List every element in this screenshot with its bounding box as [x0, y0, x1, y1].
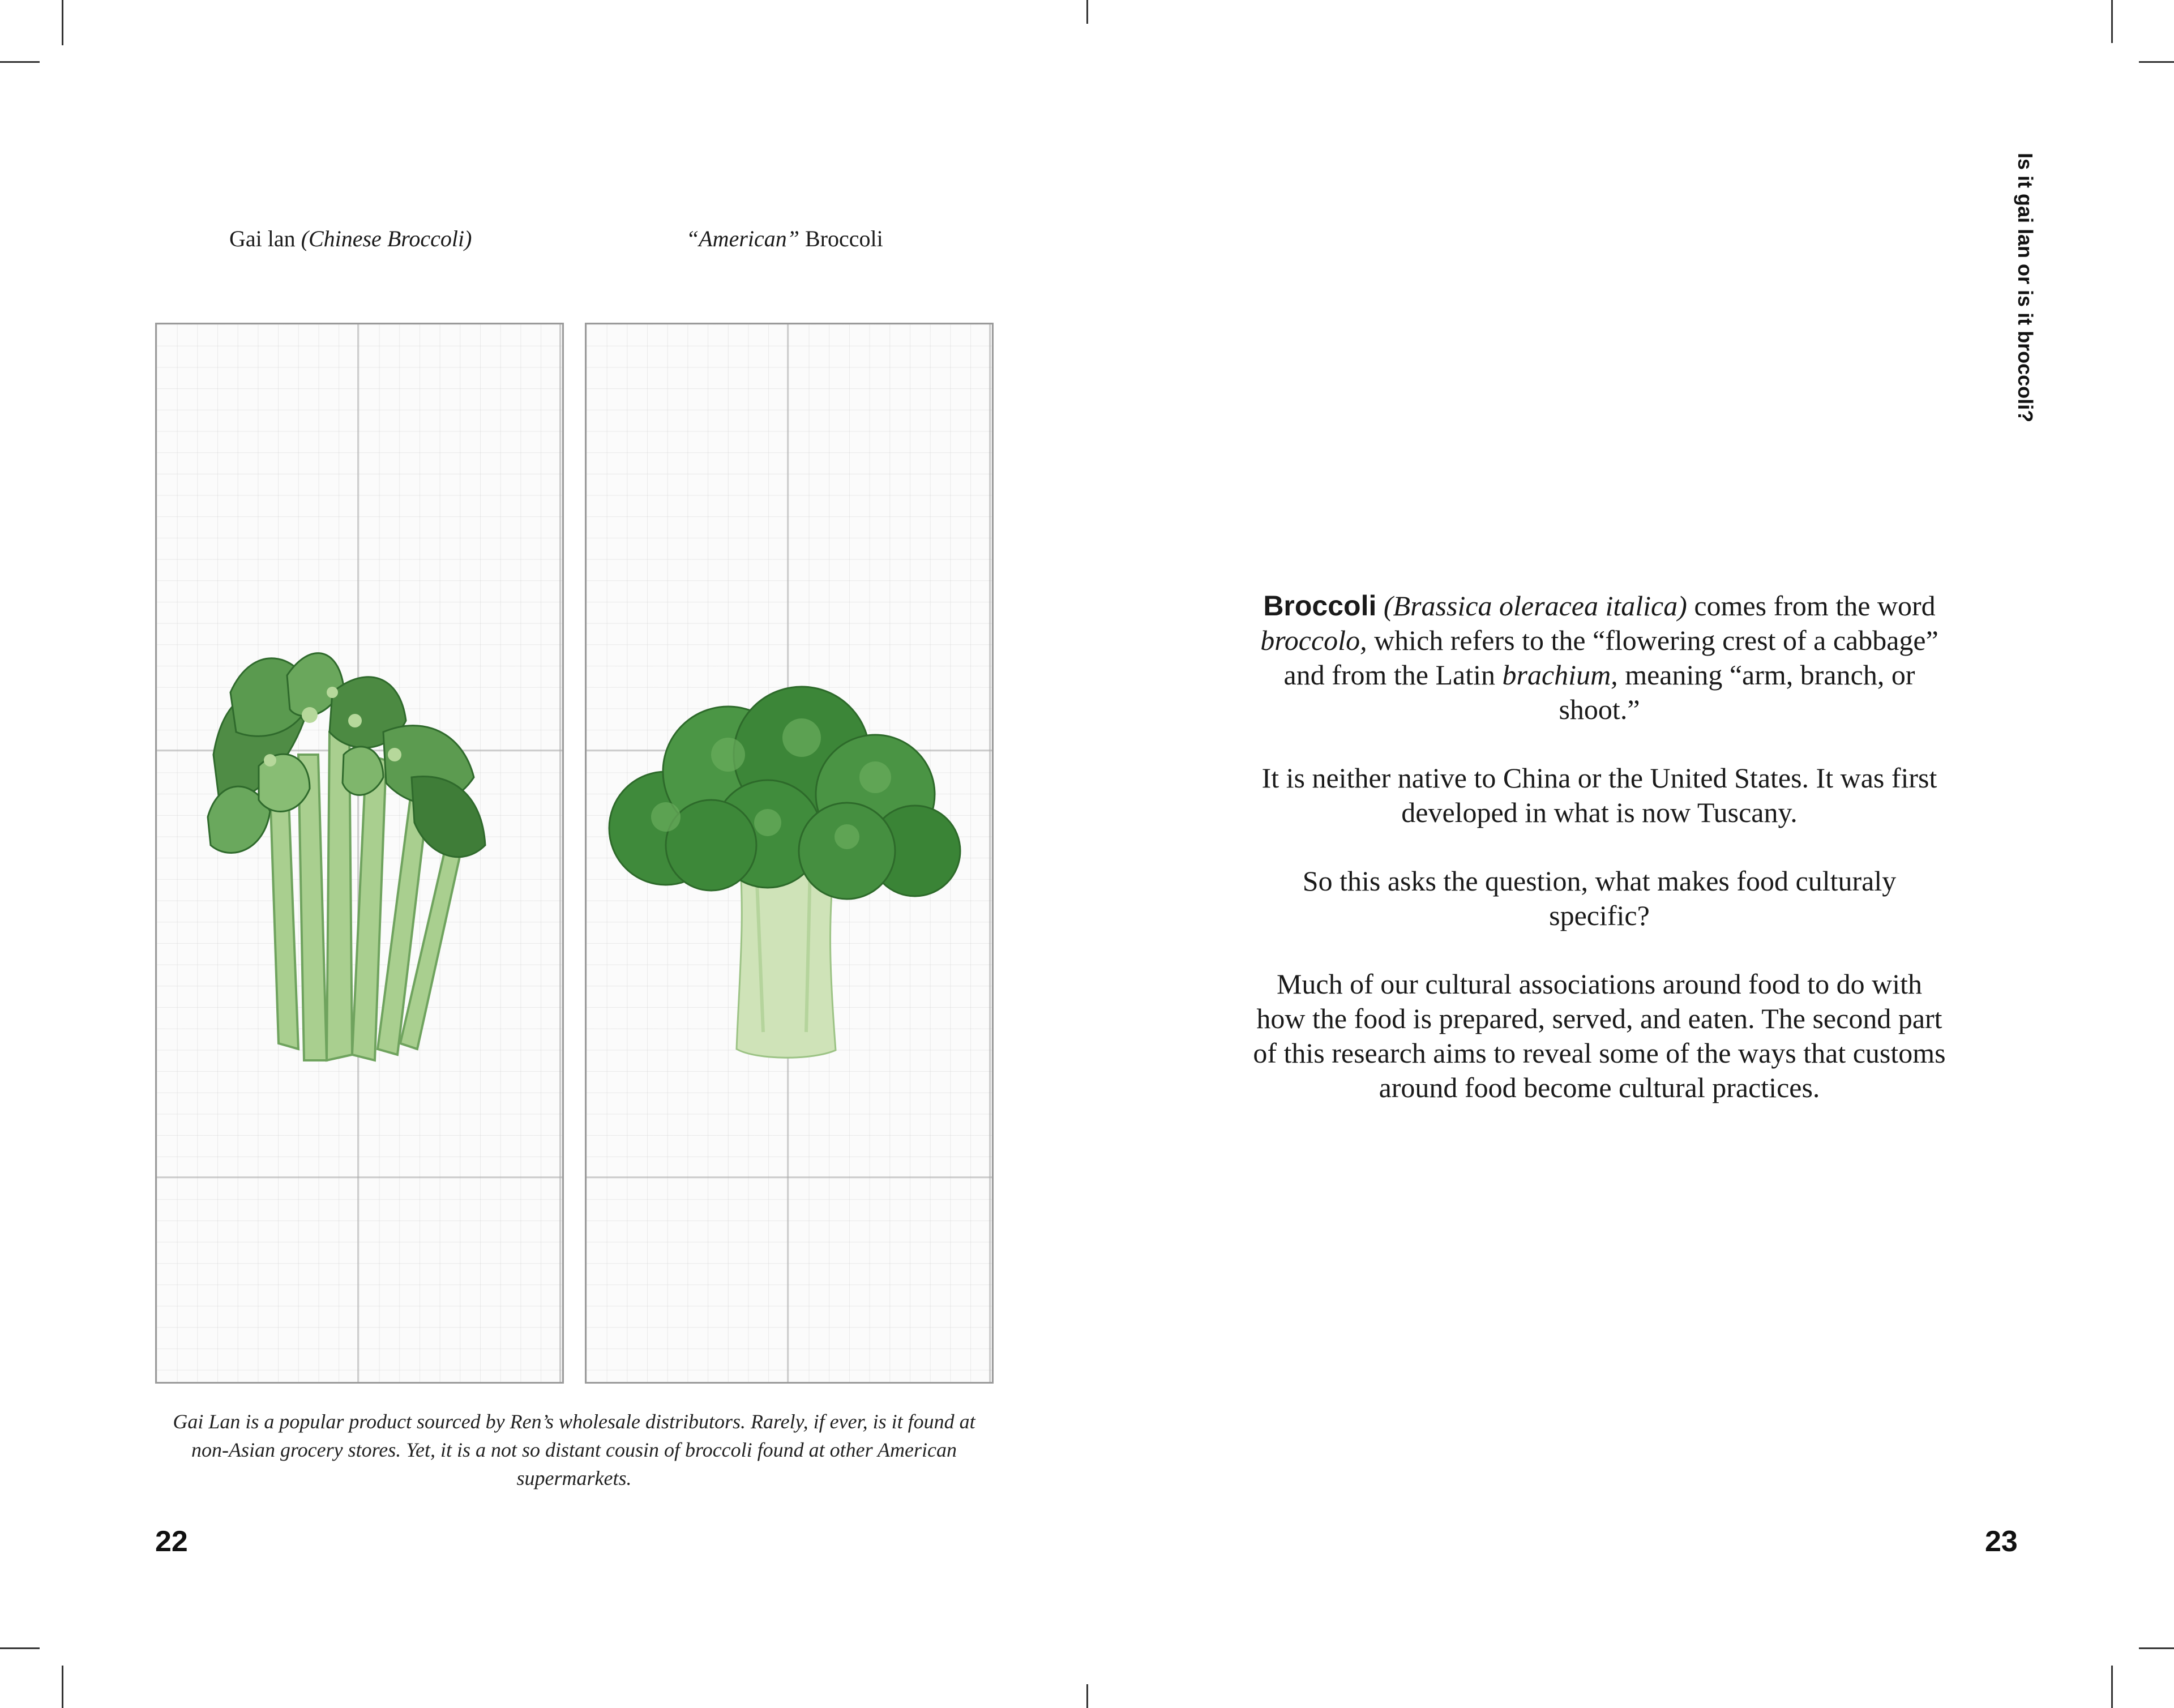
text-run: meaning “arm, branch, or shoot.” [1559, 659, 1915, 725]
crop-mark [0, 1647, 40, 1649]
gai-lan-label [229, 225, 472, 252]
broccoli-label [686, 225, 883, 252]
text-run: comes from the word [1687, 590, 1936, 622]
paragraph-origin: It is neither native to China or the United States. It was first developed in what is now Tuscany. [1261, 762, 1937, 828]
gai-lan-label-italic: (Chinese Broccoli) [301, 226, 472, 251]
crop-mark [2111, 1666, 2113, 1708]
paragraph-broccoli-definition [1251, 589, 1948, 727]
page-number-right: 23 [1985, 1525, 2018, 1558]
word-brachium: brachium, [1502, 659, 1618, 691]
text-run: which refers to the “flowering crest of a cabbage” and from the Latin [1283, 624, 1938, 691]
gai-lan-panel [155, 323, 564, 1384]
gai-lan-photo [157, 324, 562, 1382]
gai-lan-label-plain: Gai lan [229, 226, 301, 251]
running-title: Is it gai lan or is it broccoli? [2014, 153, 2037, 423]
crop-mark [2139, 61, 2174, 63]
crop-mark [2139, 1647, 2174, 1649]
crop-mark [1086, 0, 1088, 24]
scientific-name: (Brassica oleracea italica) [1383, 590, 1687, 622]
crop-mark [0, 61, 40, 63]
broccoli-label-italic: “American” [686, 226, 799, 251]
crop-mark [62, 0, 63, 45]
crop-mark [1086, 1684, 1088, 1708]
page-number-left: 22 [155, 1525, 188, 1558]
paragraph-customs: Much of our cultural associations around food to do with how the food is prepared, served, and eaten. The second part of this research aims to reveal some of the ways that customs around food become cultural practices. [1253, 968, 1946, 1103]
term-broccoli: Broccoli [1263, 590, 1377, 622]
broccoli-panel [585, 323, 994, 1384]
word-broccolo: broccolo, [1260, 624, 1367, 656]
body-text [1251, 589, 1948, 1139]
crop-mark [62, 1666, 63, 1708]
broccoli-photo [587, 324, 992, 1382]
image-caption: Gai Lan is a popular product sourced by Ren’s wholesale distributors. Rarely, if ever, is it found at non-Asian grocery stores. Yet, it is a not so distant cousin of broccoli found at other American supermarkets. [173, 1410, 975, 1489]
broccoli-label-plain: Broccoli [799, 226, 883, 251]
crop-mark [2111, 0, 2113, 43]
paragraph-question: So this asks the question, what makes food culturaly specific? [1302, 865, 1897, 931]
